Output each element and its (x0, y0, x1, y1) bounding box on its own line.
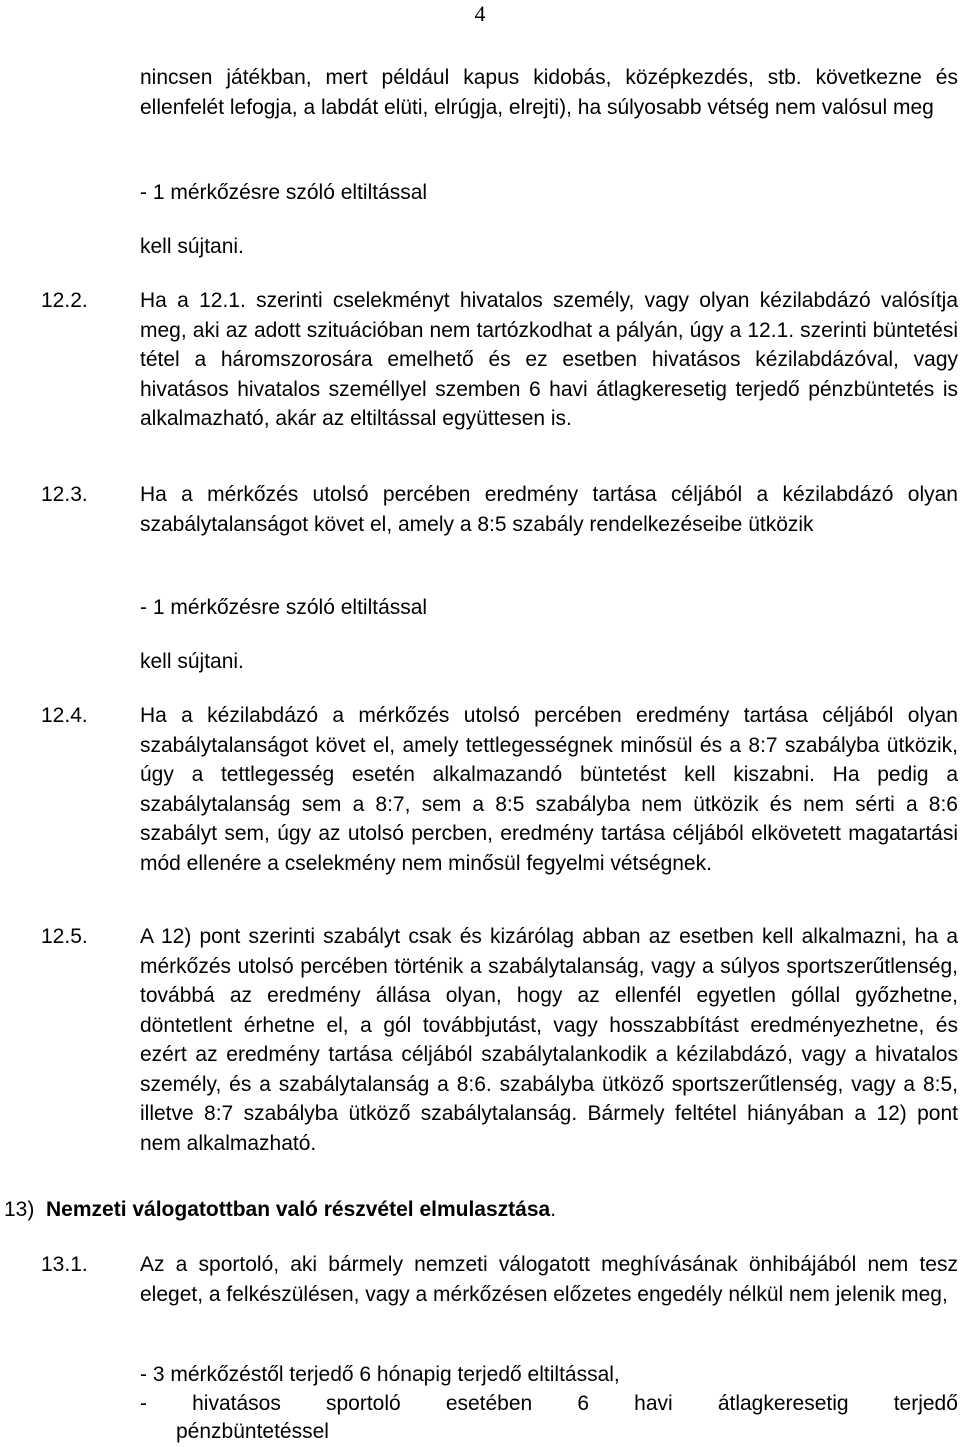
penalty-2-word: hivatásos (192, 1392, 281, 1415)
penalty-2-word: 6 (577, 1392, 590, 1415)
intro-closing: kell sújtani. (140, 235, 244, 258)
penalty-2-word: átlagkeresetig (717, 1392, 849, 1415)
section-12-2-text: Ha a 12.1. szerinti cselekményt hivatalos személy, vagy olyan kézilabdázó valósítja meg, aki az adott szituációban nem tartózkodhat a pályán, úgy a 12.1. szerinti büntetési tétel a háromszorosára emelhető és ez esetben hivatásos kézilabdázóval, vagy hivatásos hivatalos személlyel szemben 6 havi átlagkeresetig terjedő pénzbüntetés is alkalmazható, akár az eltiltással együttesen is. (140, 289, 958, 430)
section-12-5-text: A 12) pont szerinti szabályt csak és kizárólag abban az esetben kell alkalmazni, ha a mérkőzés utolsó percében történik a szabálytalanság, vagy a súlyos sportszerűtlenség, továbbá az eredmény állása olyan, hogy az ellenfél egyetlen góllal győzhetne, döntetlent érhetne el, a gól továbbjutást, vagy hosszabbítást eredményezhetne, és ezért az eredmény tartása céljából szabálytalankodik a kézilabdázó, vagy a hivatalos személy, és a szabálytalanság a 8:6. szabályba ütköző sportszerűtlenség, vagy a 8:5, illetve 8:7 szabályba ütköző szabálytalanság. Bármely feltétel hiányában a 12) pont nem alkalmazható. (140, 925, 958, 1155)
section-12-2-number: 12.2. (41, 289, 88, 312)
section-12-4-text: Ha a kézilabdázó a mérkőzés utolsó percében eredmény tartása céljából olyan szabálytalanságot követ el, amely tettlegességnek minősül és a 8:7 szabályba ütközik, úgy a tettlegesség esetén alkalmazandó büntetést kell kiszabni. Ha pedig a szabálytalanság sem a 8:7, sem a 8:5 szabályba nem ütközik és nem sérti a 8:6 szabályt sem, úgy az utolsó percben, eredmény tartása céljából elkövetett magatartási mód ellenére a cselekmény nem minősül fegyelmi vétségnek. (140, 704, 958, 875)
section-13-title-end: . (550, 1198, 557, 1221)
section-13-heading (4, 1195, 556, 1225)
section-12-3-text: Ha a mérkőzés utolsó percében eredmény tartása céljából a kézilabdázó olyan szabálytalanságot követ el, amely a 8:5 szabály rendelkezéseibe ütközik (140, 483, 958, 536)
penalty-2-word: - (140, 1392, 147, 1415)
section-13-title: Nemzeti válogatottban való részvétel elmulasztása (46, 1198, 551, 1221)
section-12-3-closing: kell sújtani. (140, 650, 244, 673)
intro-text: nincsen játékban, mert például kapus kidobás, középkezdés, stb. következne és ellenfelét lefogja, a labdát elüti, elrúgja, elrejti), ha súlyosabb vétség nem valósul meg (140, 66, 958, 119)
penalty-2-word: havi (634, 1392, 673, 1415)
section-13-1-penalty-1: - 3 mérkőzéstől terjedő 6 hónapig terjedő eltiltással, (140, 1363, 620, 1386)
section-13-1-penalty-2 (140, 1389, 958, 1419)
section-12-3-number: 12.3. (41, 483, 88, 506)
section-12-4-number: 12.4. (41, 704, 88, 727)
penalty-2-word: esetében (445, 1392, 533, 1415)
intro-paragraph (140, 63, 958, 122)
section-13-1-penalty-2-cont: pénzbüntetéssel (176, 1420, 329, 1443)
section-12-3-penalty: - 1 mérkőzésre szóló eltiltással (140, 596, 428, 619)
section-13-1-text: Az a sportoló, aki bármely nemzeti válogatott meghívásának önhibájából nem tesz eleget, a felkészülésen, vagy a mérkőzésen előzetes engedély nélkül nem jelenik meg, (140, 1253, 958, 1306)
section-13-1-number: 13.1. (41, 1253, 88, 1276)
penalty-2-word: terjedő (893, 1392, 958, 1415)
page-number: 4 (474, 1, 486, 26)
section-12-5-number: 12.5. (41, 925, 88, 948)
intro-penalty: - 1 mérkőzésre szóló eltiltással (140, 181, 428, 204)
penalty-2-word: sportoló (325, 1392, 401, 1415)
section-13-number: 13) (4, 1198, 35, 1221)
